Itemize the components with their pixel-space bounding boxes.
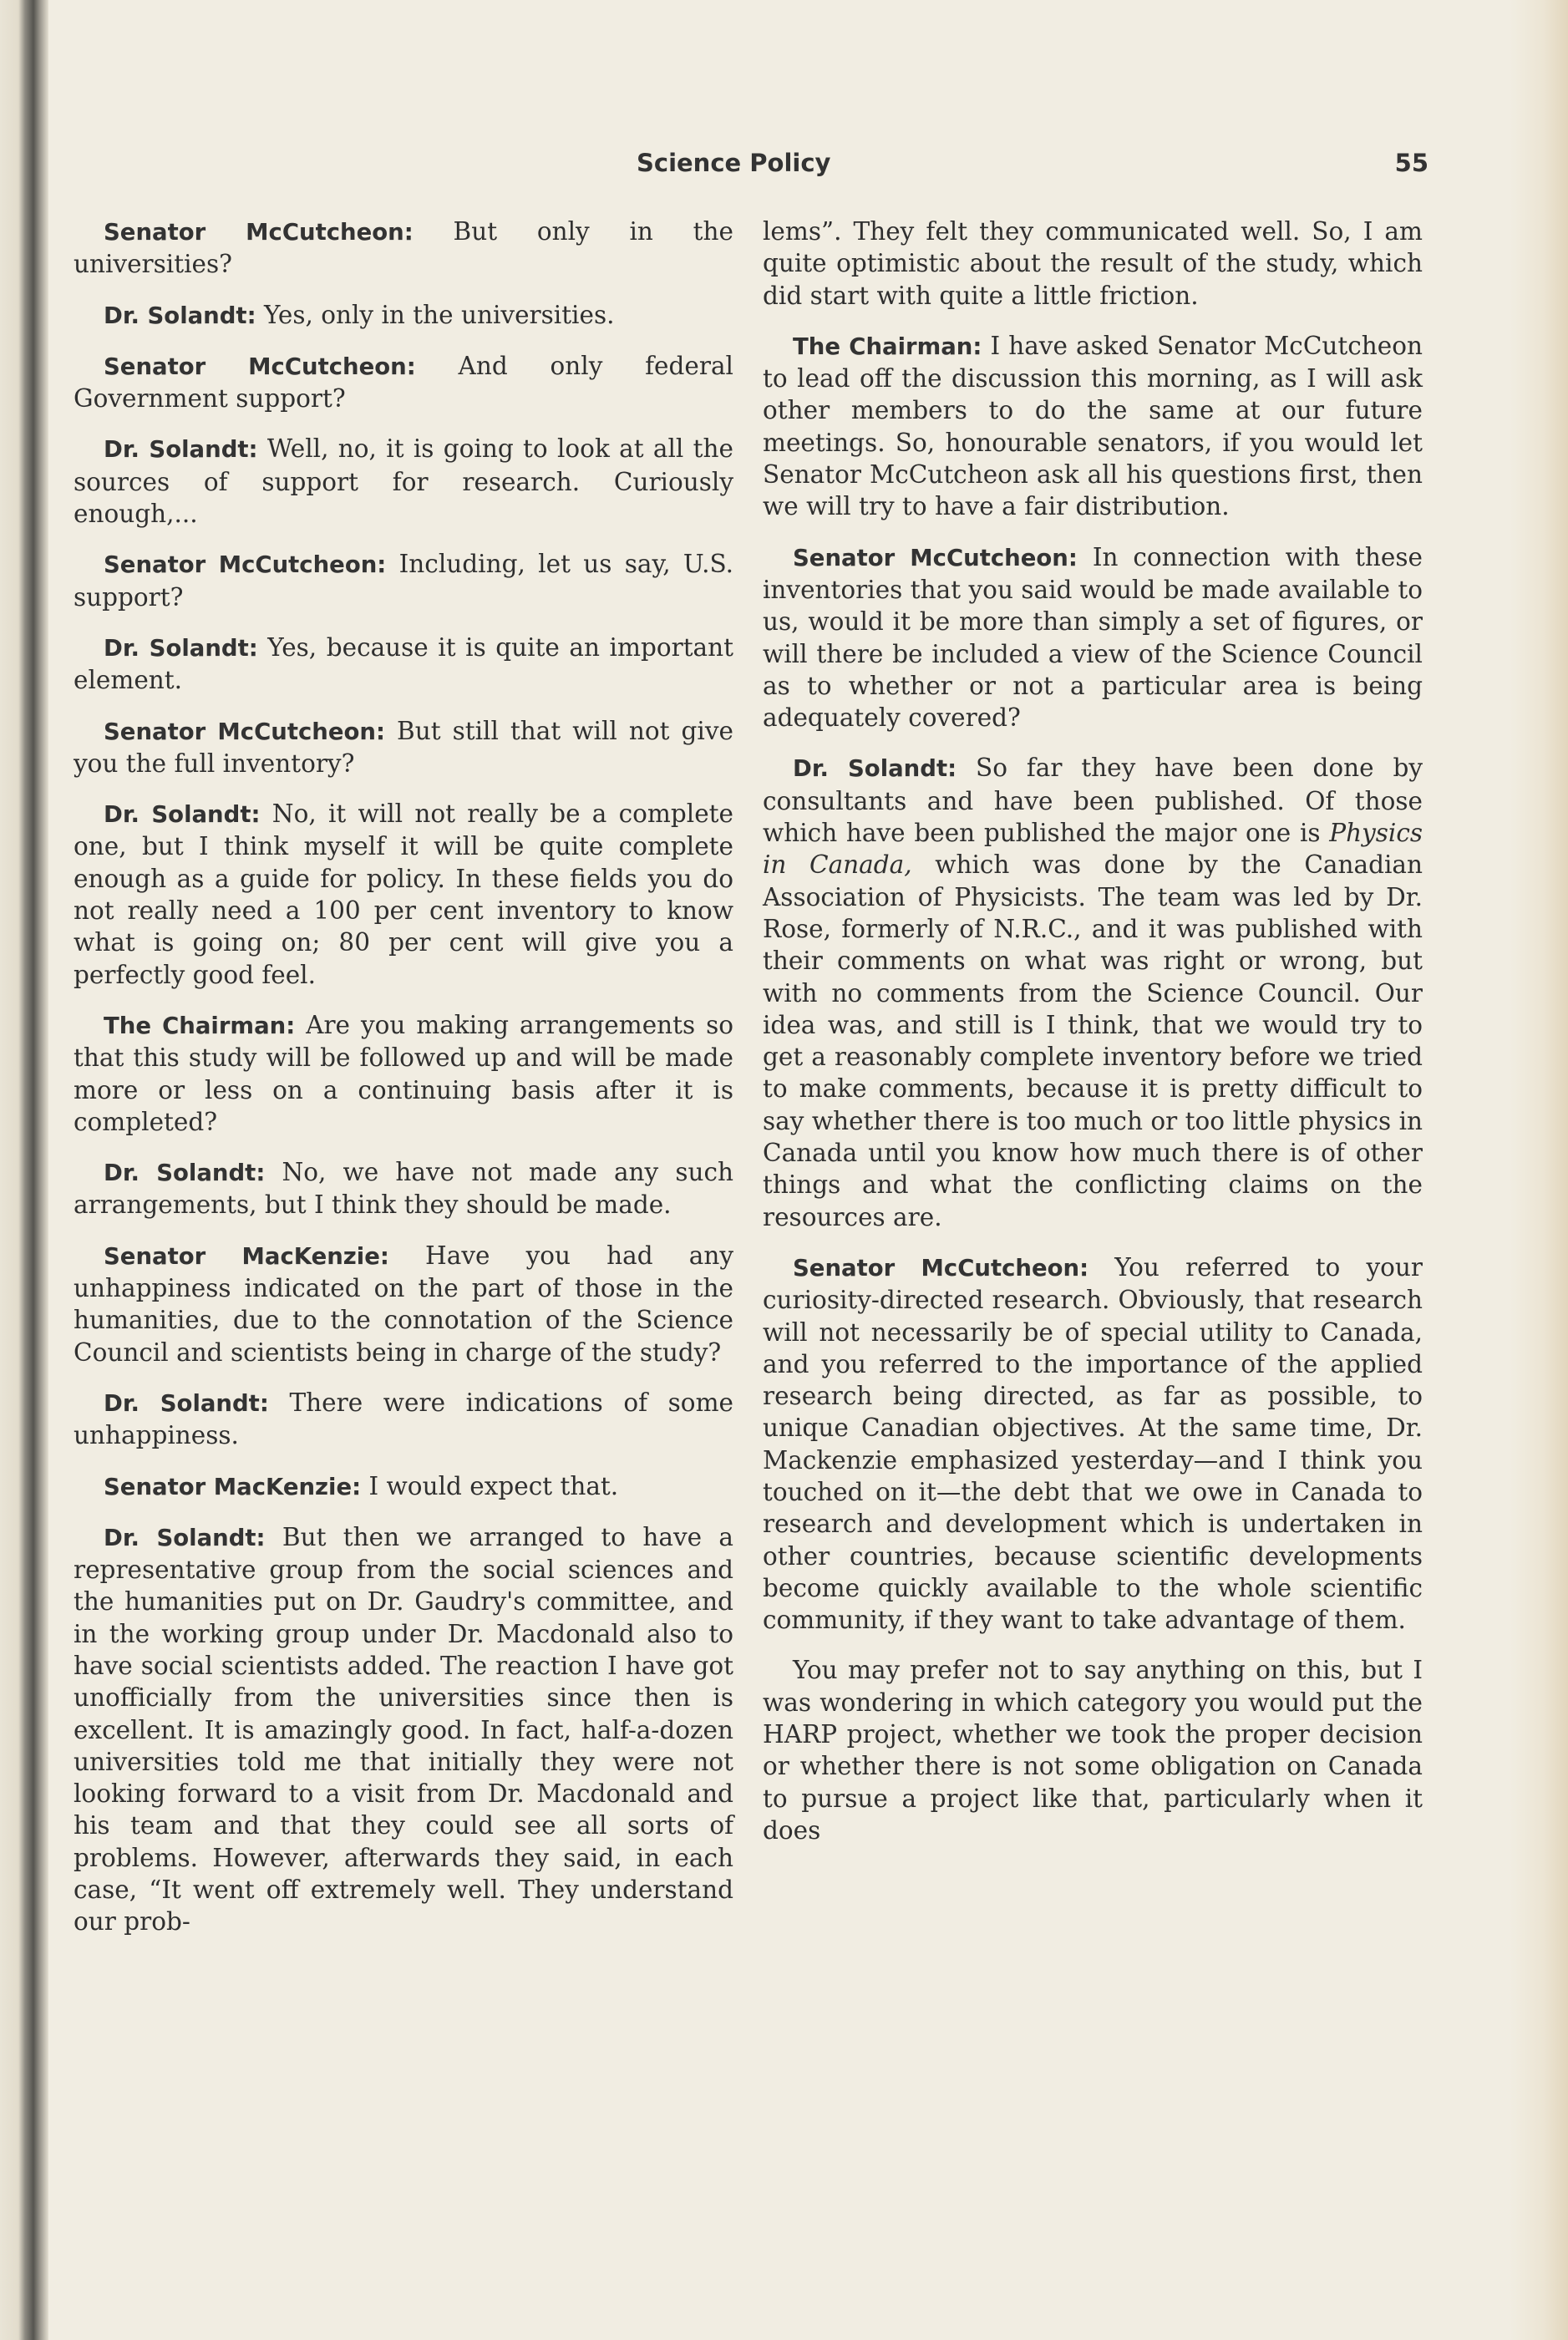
paragraph: You may prefer not to say anything on this, but I was wondering in which category you would put the HARP project, whether we took the proper decision or whether there is not some obligation on Canada to pursue a project like that, particularly when it does xyxy=(763,1656,1423,1845)
paragraph-text: So far they have been done by consultants and have been published. Of those which have been published the major one is xyxy=(763,754,1423,848)
paragraph xyxy=(74,433,733,530)
paragraph xyxy=(763,1251,1423,1637)
paragraph-text: I have asked Senator McCutcheon to lead off the discussion this morning, as I will ask other members to do the same at our future meetings. So, honourable senators, if you would let Senator McCutcheon ask all his questions first, then we will try to have a fair distribution. xyxy=(763,331,1423,521)
paragraph xyxy=(763,330,1423,523)
paragraph-text: But still that will not give you the full inventory? xyxy=(74,716,733,778)
speaker-name: Dr. Solandt: xyxy=(104,436,258,464)
running-title: Science Policy xyxy=(637,149,831,177)
paragraph-text: Well, no, it is going to look at all the sources of support for research. Curiously enough,... xyxy=(74,434,733,529)
paragraph-text: And only federal Government support? xyxy=(74,351,733,414)
paragraph xyxy=(763,752,1423,1232)
speaker-name: Dr. Solandt: xyxy=(793,755,957,783)
paragraph-text: No, it will not really be a complete one, but I think myself it will be quite complete enough as a guide for policy. In these fields you do not really need a 100 per cent inventory to know what is going on; 80 per cent will give you a perfectly good feel. xyxy=(74,799,733,989)
paragraph-text: Yes, because it is quite an important element. xyxy=(74,632,733,695)
speaker-name: Dr. Solandt: xyxy=(104,302,256,329)
speaker-name: Senator McCutcheon: xyxy=(793,544,1078,571)
paragraph-text: You referred to your curiosity-directed research. Obviously, that research will not necessarily be of special utility to Canada, and you referred to the importance of the applied research being directed, as far as possible, to unique Canadian objectives. At the same time, Dr. Mackenzie emphasized yesterday—and I think you touched on it—the debt that we owe in Canada to research and development which is undertaken in other countries, because scientific developments become quickly available to the whole scientific community, if they want to take advantage of them. xyxy=(763,1252,1423,1635)
paragraph-text: No, we have not made any such arrangements, but I think they should be made. xyxy=(74,1158,733,1220)
paragraph xyxy=(74,350,733,415)
page-binding-gutter xyxy=(0,0,48,2340)
paragraph xyxy=(74,216,733,281)
page-edge xyxy=(1510,0,1568,2340)
paragraph xyxy=(74,798,733,991)
speaker-name: Senator MacKenzie: xyxy=(104,1242,389,1270)
speaker-name: The Chairman: xyxy=(104,1012,296,1039)
running-header xyxy=(74,149,1428,182)
publication-title: Physics in Canada, xyxy=(763,819,1423,880)
left-column xyxy=(74,216,733,1957)
paragraph-text: which was done by the Canadian Association of Physicists. The team was led by Dr. Rose, formerly of N.R.C., and it was published with their comments on what was right or wrong, but with no comments from the Science Council. Our idea was, and still is I think, that we would try to get a reasonably complete inventory before we tried to make comments, because it is pretty difficult to say whether there is too much or too little physics in Canada until you know how much there is of other things and what the conflicting claims on the resources are. xyxy=(763,850,1423,1231)
speaker-name: Senator McCutcheon: xyxy=(793,1254,1089,1282)
speaker-name: Dr. Solandt: xyxy=(104,801,261,829)
speaker-name: Senator McCutcheon: xyxy=(104,551,387,579)
speaker-name: Dr. Solandt: xyxy=(104,1524,266,1551)
paragraph xyxy=(74,1156,733,1221)
paragraph-text: I would expect that. xyxy=(368,1471,619,1500)
speaker-name: Senator McCutcheon: xyxy=(104,353,416,380)
speaker-name: Dr. Solandt: xyxy=(104,634,258,662)
speaker-name: The Chairman: xyxy=(793,332,982,360)
paragraph-text: Including, let us say, U.S. support? xyxy=(74,550,733,612)
paragraph-text: But only in the universities? xyxy=(74,217,733,279)
speaker-name: Senator McCutcheon: xyxy=(104,219,414,246)
paragraph-text: In connection with these inventories that you said would be made available to us, would it be more than simply a set of figures, or will there be included a view of the Science Council as to whether or not a particular area is being adequately covered? xyxy=(763,542,1423,733)
paragraph xyxy=(74,1240,733,1368)
paragraph xyxy=(74,1009,733,1138)
paragraph xyxy=(74,1470,733,1503)
right-column xyxy=(763,216,1423,1865)
speaker-name: Senator McCutcheon: xyxy=(104,718,385,745)
continued-paragraph: lems”. They felt they communicated well. So, I am quite optimistic about the result of the study, which did start with quite a little friction. xyxy=(763,217,1423,310)
paragraph xyxy=(74,299,733,332)
paragraph-text: Are you making arrangements so that this study will be followed up and will be made more or less on a continuing basis after it is completed? xyxy=(74,1010,733,1136)
speaker-name: Dr. Solandt: xyxy=(104,1389,269,1417)
page-number: 55 xyxy=(1394,149,1428,177)
paragraph xyxy=(74,1387,733,1452)
speaker-name: Dr. Solandt: xyxy=(104,1160,266,1187)
paragraph-text: But then we arranged to have a representative group from the social sciences and the humanities put on Dr. Gaudry's committee, and in the working group under Dr. Macdonald also to have social scientists added. The reaction I have got unofficially from the universities since then is excellent. It is amazingly good. In fact, half-a-dozen universities told me that initially they were not looking forward to a visit from Dr. Macdonald and his team and that they could see all sorts of problems. However, afterwards they said, in each case, “It went off extremely well. They understand our prob- xyxy=(74,1522,733,1936)
paragraph-text: Yes, only in the universities. xyxy=(263,300,615,329)
paragraph-text: Have you had any unhappiness indicated on the part of those in the humanities, due to the connotation of the Science Council and scientists being in charge of the study? xyxy=(74,1241,733,1367)
paragraph xyxy=(74,715,733,780)
paragraph xyxy=(74,1521,733,1938)
paragraph xyxy=(74,632,733,697)
paragraph xyxy=(763,541,1423,734)
paragraph xyxy=(74,548,733,613)
speaker-name: Senator MacKenzie: xyxy=(104,1473,362,1500)
paragraph-text: There were indications of some unhappiness. xyxy=(74,1388,733,1450)
